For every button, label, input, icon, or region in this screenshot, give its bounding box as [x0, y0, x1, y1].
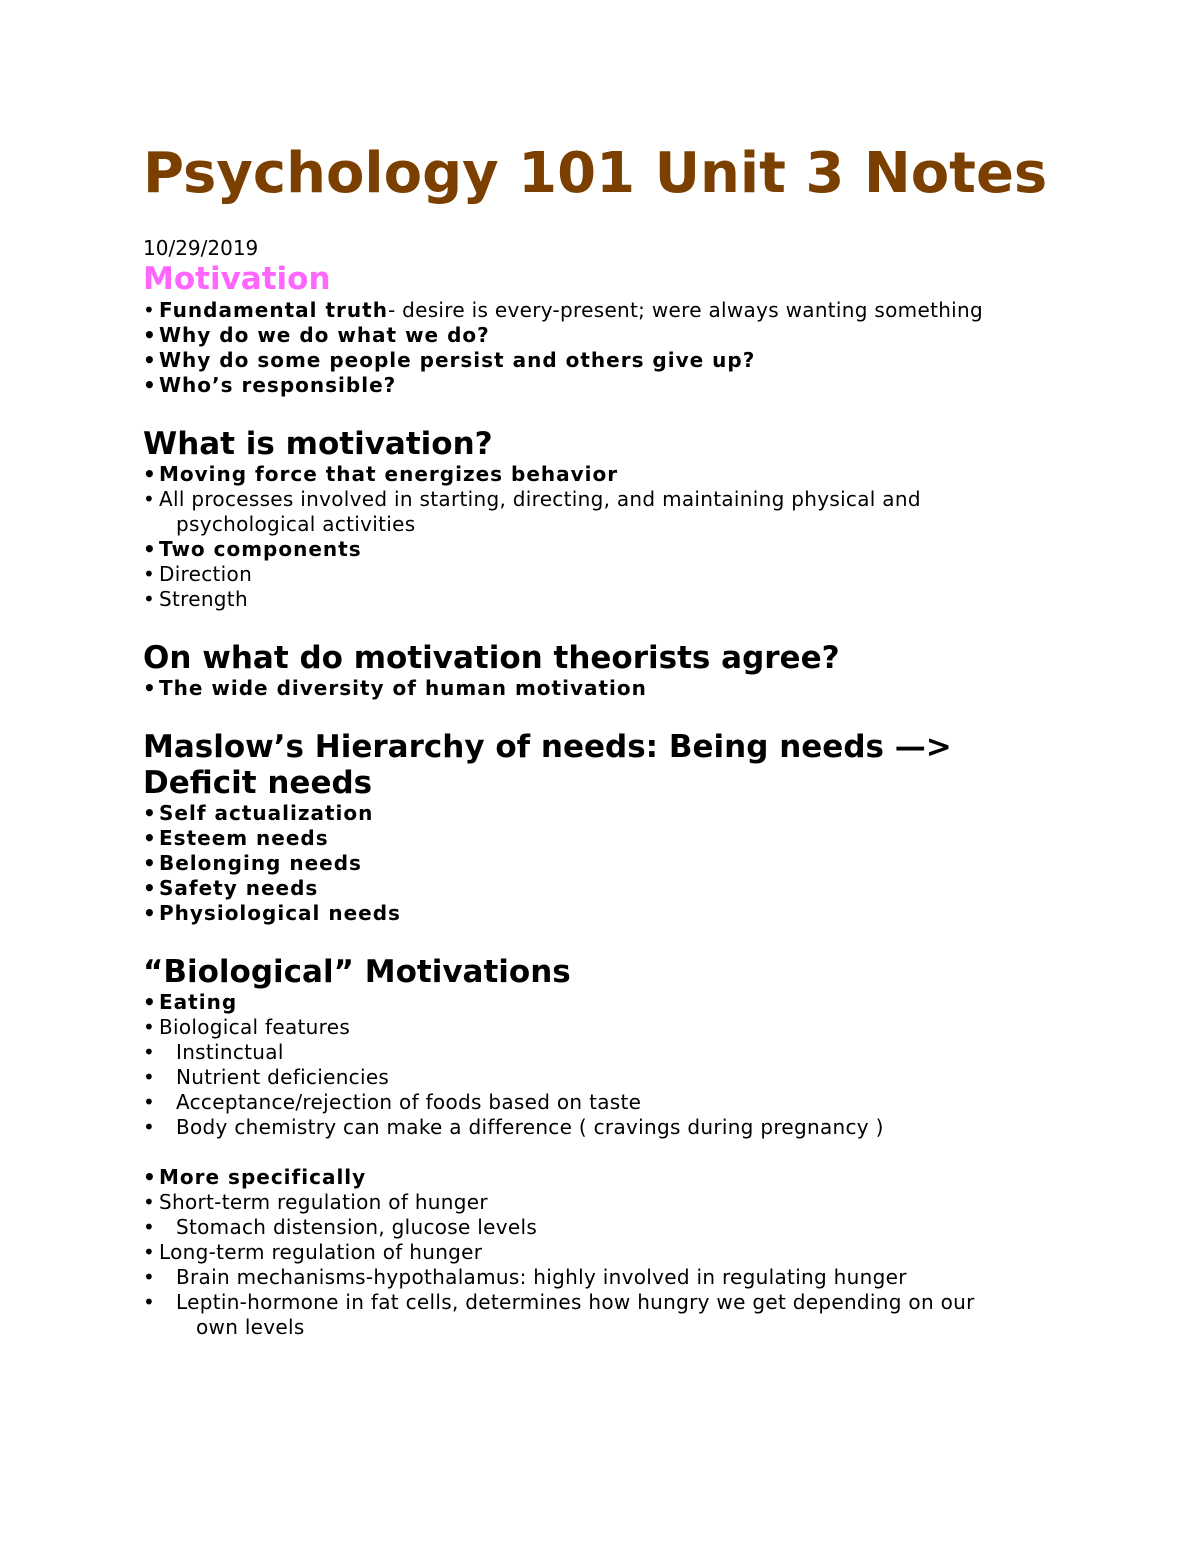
- list-item: • Who’s responsible?: [143, 373, 1063, 398]
- agree-list: [143, 676, 1063, 701]
- list-item: • Moving force that energizes behavior: [143, 462, 1063, 487]
- more-specifically-list: [143, 1165, 1063, 1340]
- biological-heading: “Biological” Motivations: [143, 954, 571, 990]
- list-item: • Biological features: [143, 1015, 1063, 1040]
- document-title: Psychology 101 Unit 3 Notes: [143, 141, 1048, 206]
- item-text: All processes involved in starting, directing, and maintaining physical and: [159, 487, 921, 511]
- document-page: [143, 140, 1063, 1340]
- list-item: [143, 1290, 1063, 1340]
- maslow-heading-line2: Deficit needs: [143, 765, 373, 801]
- item-text: Leptin-hormone in fat cells, determines how hungry we get depending on our: [176, 1290, 975, 1314]
- item-text-continued: psychological activities: [176, 512, 416, 536]
- item-text-continued: own levels: [196, 1315, 305, 1339]
- list-item: • Direction: [143, 562, 1063, 587]
- list-item: • Why do we do what we do?: [143, 323, 1063, 348]
- list-item: • Instinctual: [143, 1040, 1063, 1065]
- what-is-motivation-heading: What is motivation?: [143, 426, 493, 462]
- list-item: • Two components: [143, 537, 1063, 562]
- list-item: • Long-term regulation of hunger: [143, 1240, 1063, 1265]
- list-item: • Strength: [143, 587, 1063, 612]
- list-item: • Why do some people persist and others give up?: [143, 348, 1063, 373]
- list-item: • Stomach distension, glucose levels: [143, 1215, 1063, 1240]
- biological-list: [143, 990, 1063, 1140]
- list-item: • Physiological needs: [143, 901, 1063, 926]
- list-item: • Short-term regulation of hunger: [143, 1190, 1063, 1215]
- list-item: • Belonging needs: [143, 851, 1063, 876]
- list-item: [143, 487, 1063, 537]
- list-item: • Body chemistry can make a difference ( cravings during pregnancy ): [143, 1115, 1063, 1140]
- item-bold-label: Fundamental truth: [159, 298, 388, 322]
- theorists-agree-heading: On what do motivation theorists agree?: [143, 640, 840, 676]
- list-item: • More specifically: [143, 1165, 1063, 1190]
- what-is-list: [143, 462, 1063, 612]
- date-text: 10/29/2019: [143, 236, 259, 260]
- item-text: - desire is every-present; were always wanting something: [387, 298, 984, 322]
- motivation-list: [143, 298, 1063, 398]
- list-item: • Safety needs: [143, 876, 1063, 901]
- maslow-heading-line1: Maslow’s Hierarchy of needs: Being needs —>: [143, 729, 952, 765]
- list-item: • Eating: [143, 990, 1063, 1015]
- maslow-list: [143, 801, 1063, 926]
- list-item: • The wide diversity of human motivation: [143, 676, 1063, 701]
- maslow-heading: [143, 729, 1063, 801]
- list-item: • Acceptance/rejection of foods based on taste: [143, 1090, 1063, 1115]
- motivation-heading: Motivation: [143, 261, 331, 297]
- list-item: [143, 298, 1063, 323]
- list-item: • Brain mechanisms-hypothalamus: highly involved in regulating hunger: [143, 1265, 1063, 1290]
- list-item: • Nutrient deficiencies: [143, 1065, 1063, 1090]
- list-item: • Esteem needs: [143, 826, 1063, 851]
- list-item: • Self actualization: [143, 801, 1063, 826]
